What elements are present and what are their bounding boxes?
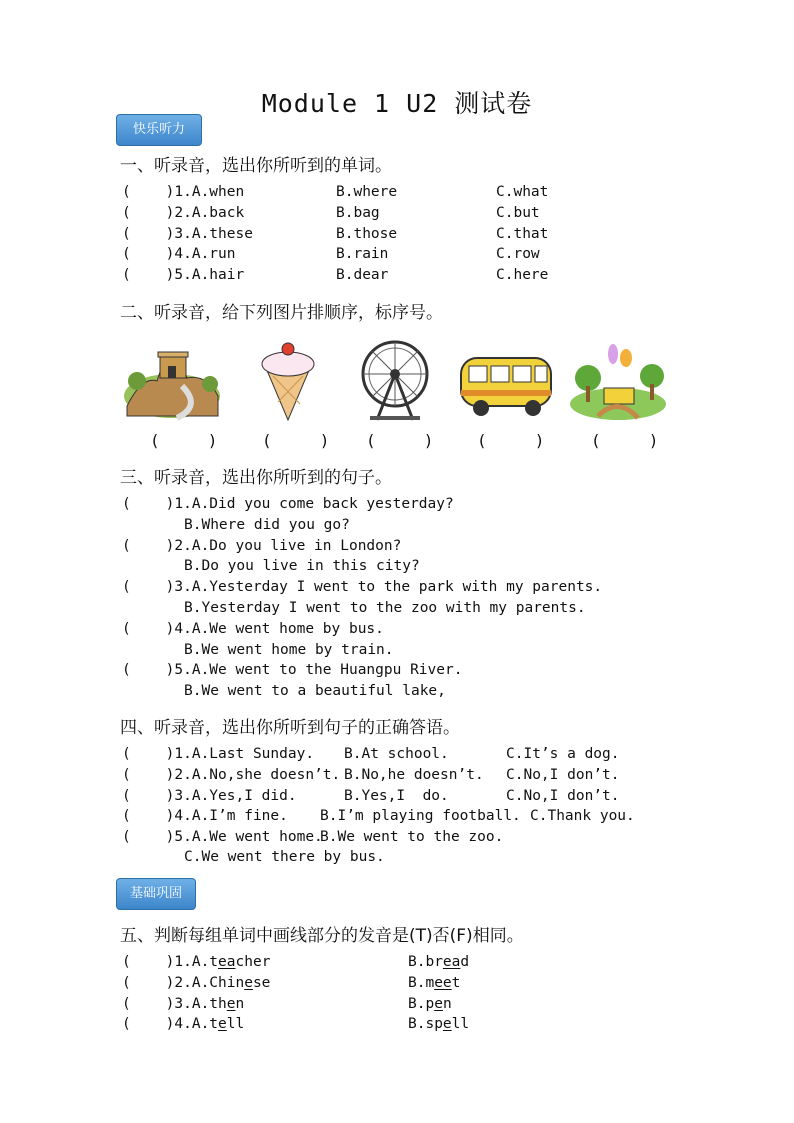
- option-b: [408, 975, 460, 991]
- word-part: ( )3.A.th: [122, 995, 227, 1012]
- option-b: B.No,he doesn’t.: [344, 766, 484, 783]
- question-row: [122, 975, 270, 991]
- question-row: ( )5.A.We went to the Huangpu River.: [122, 662, 463, 679]
- question-row: ( )5.A.We went home.: [122, 829, 323, 846]
- question-row: ( )1.A.when: [122, 184, 245, 200]
- word-part: ( )4.A.t: [122, 1016, 219, 1033]
- word-part: n: [442, 995, 452, 1012]
- option-b: [408, 954, 469, 970]
- order-blank-2[interactable]: ( ): [262, 431, 330, 450]
- option-c: C.No,I don’t.: [506, 766, 620, 783]
- question-row: [122, 954, 270, 970]
- word-part: t: [451, 974, 461, 991]
- underlined-letters: e: [226, 995, 236, 1012]
- option-b: B.where: [336, 184, 398, 200]
- question-row: ( )2.A.Do you live in London?: [122, 537, 402, 554]
- option-b: B.Do you live in this city?: [184, 558, 420, 575]
- question-row: [122, 996, 244, 1012]
- underlined-letters: e: [442, 1016, 452, 1033]
- option-b: B.I’m playing football.: [320, 808, 521, 825]
- order-blank-3[interactable]: ( ): [366, 431, 434, 450]
- question-row: ( )4.A.We went home by bus.: [122, 620, 384, 637]
- question-row: ( )2.A.back: [122, 204, 245, 221]
- word-part: n: [235, 995, 245, 1012]
- park-icon: [568, 336, 668, 422]
- great-wall-icon: [122, 336, 222, 422]
- word-part: ( )2.A.Chin: [122, 974, 245, 991]
- question-row: ( )3.A.Yes,I did.: [122, 787, 297, 804]
- underlined-letters: ea: [442, 954, 461, 970]
- question-row: ( )2.A.No,she doesn’t.: [122, 766, 341, 783]
- order-blank-1[interactable]: ( ): [150, 431, 218, 450]
- underlined-letters: ee: [434, 974, 452, 991]
- section-2-heading: 二、听录音，给下列图片排顺序，标序号。: [120, 303, 443, 323]
- option-c: C.that: [496, 225, 549, 242]
- option-b: B.those: [336, 225, 398, 242]
- question-row: ( )5.A.hair: [122, 267, 245, 284]
- word-part: B.sp: [408, 1016, 443, 1033]
- section-3-heading: 三、听录音，选出你所听到的句子。: [120, 468, 392, 488]
- section-badge-listening: 快乐听力: [116, 114, 202, 146]
- word-part: B.p: [408, 995, 435, 1012]
- option-c: C.It’s a dog.: [506, 746, 620, 762]
- word-part: se: [252, 974, 271, 991]
- section-4-extra-option: C.We went there by bus.: [184, 849, 385, 865]
- section-badge-basics: 基础巩固: [116, 878, 196, 910]
- option-b: B.dear: [336, 267, 389, 284]
- order-blank-5[interactable]: ( ): [591, 431, 659, 450]
- section-5-heading: 五、判断每组单词中画线部分的发音是(T)否(F)相同。: [120, 926, 524, 946]
- option-b: [408, 1016, 469, 1032]
- question-row: [122, 1016, 244, 1032]
- underlined-letters: e: [244, 974, 253, 991]
- option-b: B.We went home by train.: [184, 641, 394, 658]
- option-c: C.here: [496, 267, 549, 284]
- question-row: ( )1.A.Did you come back yesterday?: [122, 496, 454, 512]
- option-b: B.rain: [336, 246, 389, 263]
- option-b: B.We went to a beautiful lake,: [184, 683, 446, 700]
- underlined-letters: e: [434, 995, 443, 1012]
- option-b: [408, 996, 452, 1012]
- option-c: C.but: [496, 204, 540, 221]
- option-b: B.We went to the zoo.: [320, 829, 504, 846]
- section-4-heading: 四、听录音，选出你所听到句子的正确答语。: [120, 718, 460, 738]
- option-c: C.No,I don’t.: [506, 787, 620, 804]
- option-c: C.row: [496, 246, 540, 263]
- option-b: B.Yes,I do.: [344, 787, 449, 804]
- section-1-heading: 一、听录音，选出你所听到的单词。: [120, 156, 392, 176]
- question-row: ( )4.A.run: [122, 246, 236, 263]
- bus-icon: [455, 336, 555, 422]
- word-part: B.m: [408, 974, 435, 991]
- option-b: B.Yesterday I went to the zoo with my parents.: [184, 600, 586, 616]
- word-part: B.br: [408, 954, 443, 970]
- ice-cream-icon: [238, 336, 338, 422]
- question-row: ( )4.A.I’m fine.: [122, 808, 288, 825]
- underlined-letters: ea: [218, 954, 236, 970]
- page-title: Module 1 U2 测试卷: [261, 89, 533, 118]
- question-row: ( )3.A.Yesterday I went to the park with my parents.: [122, 579, 603, 596]
- option-c: C.Thank you.: [530, 808, 635, 825]
- ferris-wheel-icon: [345, 336, 445, 422]
- word-part: ll: [451, 1016, 470, 1033]
- underlined-letters: e: [218, 1016, 227, 1033]
- question-row: ( )1.A.Last Sunday.: [122, 746, 315, 762]
- option-b: B.bag: [336, 204, 380, 221]
- word-part: d: [460, 954, 470, 970]
- order-blank-4[interactable]: ( ): [477, 431, 545, 450]
- option-b: B.At school.: [344, 746, 449, 762]
- question-row: ( )3.A.these: [122, 225, 253, 242]
- option-c: C.what: [496, 184, 549, 200]
- word-part: ( )1.A.t: [122, 954, 219, 970]
- word-part: cher: [235, 954, 271, 970]
- option-b: B.Where did you go?: [184, 516, 350, 533]
- word-part: ll: [226, 1016, 245, 1033]
